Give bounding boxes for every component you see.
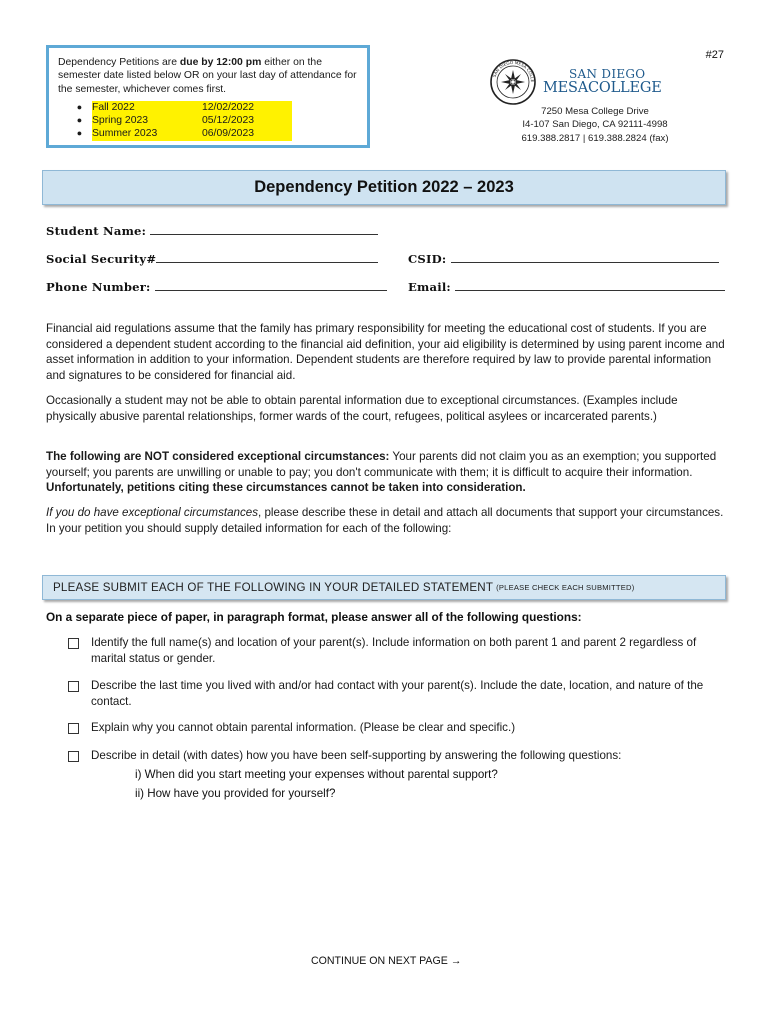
student-name-input-line[interactable] [150,223,378,235]
deadline-notice-box [46,45,370,148]
notice-due-time: due by 12:00 pm [179,57,262,68]
checkbox[interactable] [68,638,79,649]
bullet-icon: ● [73,101,86,114]
checklist-item-self-supporting [68,748,728,764]
deadline-date: 12/02/2022 [202,101,255,113]
submit-instructions-banner [42,575,726,600]
notice-intro: Dependency Petitions are [58,57,180,68]
ssn-field[interactable] [46,251,378,266]
deadline-date: 06/09/2023 [202,128,255,140]
deadline-term: Spring 2023 [92,115,149,127]
csid-input-line[interactable] [451,251,719,263]
not-exceptional-warning: Unfortunately, petitions citing these circumstances cannot be taken into consideration. [46,481,526,494]
deadline-term: Summer 2023 [92,128,158,140]
deadline-list [76,101,292,141]
checkbox[interactable] [68,723,79,734]
address-line: I4-107 San Diego, CA 92111-4998 [522,119,668,131]
checkbox[interactable] [68,681,79,692]
describe-details-lead: If you do have exceptional circumstances [46,506,259,519]
college-name-top: SAN DIEGO [569,67,646,81]
email-label: Email: [408,280,451,294]
paragraph-financial-aid-regulations: Financial aid regulations assume that the family has primary responsibility for meeting the educational cost of students. If you are considered a dependent student according to the financial aid definition, your aid eligibility is determined by using parent income and asset information in addition to your information. Dependent students are therefore required by law to provide parental information and signatures to be considered for financial aid. [46,322,725,382]
arrow-right-icon: → [450,955,462,967]
answer-instruction: On a separate piece of paper, in paragraph format, please answer all of the following questions: [46,610,582,624]
form-number: #27 [705,49,724,61]
csid-label: CSID: [408,252,447,266]
email-input-line[interactable] [455,279,725,291]
address-line: 7250 Mesa College Drive [541,106,649,117]
not-exceptional-text: Your parents did not claim you as an exemption; you supported yourself; you parents are unwilling or unable to pay; you don't communicate with them; it is difficult to acquire their information. [46,450,717,479]
subquestion-how-provided: ii) How have you provided for yourself? [135,787,336,800]
phone-field[interactable] [46,279,387,294]
checkbox[interactable] [68,751,79,762]
describe-details-text: , please describe these in detail and attach all documents that support your circumstances. In your petition you should supply detailed information for each of the following: [46,506,724,535]
checklist-item-why-unobtainable [68,720,728,736]
checklist-text: Explain why you cannot obtain parental information. (Please be clear and specific.) [91,721,516,734]
paragraph-exceptional-circumstances: Occasionally a student may not be able to obtain parental information due to exceptional circumstances. (Examples include physically abusive parental relationships, former wards of the court, refugees, political asylees or incarcerated parents.) [46,394,678,423]
continue-next-page [311,955,461,967]
college-address [490,105,700,145]
email-field[interactable] [408,279,725,294]
ssn-label: Social Security# [46,252,157,266]
deadline-item-fall [76,101,292,114]
paragraph-describe-details [46,505,726,536]
college-name-bottom: MESACOLLEGE [543,80,662,96]
deadline-item-spring [76,114,292,127]
submit-note: (PLEASE CHECK EACH SUBMITTED) [496,583,635,592]
student-name-label: Student Name: [46,224,147,238]
checklist-text: Identify the full name(s) and location of your parent(s). Include information on both parent 1 and parent 2 regardless of marital status or gender. [91,636,697,665]
checklist-item-parent-info [68,635,728,666]
submit-label: PLEASE SUBMIT EACH OF THE FOLLOWING IN YOUR DETAILED STATEMENT [53,581,494,594]
phone-fax-line: 619.388.2817 | 619.388.2824 (fax) [521,132,669,144]
notice-intro-rest: either on the semester date listed below OR on your last day of attendance for the semester, whichever comes first. [58,57,357,95]
checklist-text: Describe the last time you lived with and/or had contact with your parent(s). Include the date, location, and nature of the contact. [91,679,704,708]
deadline-term: Fall 2022 [92,101,135,113]
bullet-icon: ● [73,127,86,140]
not-exceptional-heading: The following are NOT considered exceptional circumstances: [46,450,390,463]
subquestion-start-date: i) When did you start meeting your expenses without parental support? [135,768,498,781]
deadline-date: 05/12/2023 [202,115,255,127]
checklist-text: Describe in detail (with dates) how you have been self-supporting by answering the following questions: [91,749,622,762]
paragraph-not-exceptional [46,449,726,496]
continue-label: CONTINUE ON NEXT PAGE [311,955,448,967]
svg-text:SAN DIEGO MESA COLLEGE: SAN DIEGO MESA COLLE [491,59,536,83]
checklist-item-last-contact [68,678,728,709]
deadline-notice-text [58,56,358,96]
phone-label: Phone Number: [46,280,151,294]
student-name-field[interactable] [46,223,378,238]
ssn-input-line[interactable] [156,251,378,263]
deadline-item-summer [76,127,292,140]
college-logo [489,58,662,106]
phone-input-line[interactable] [155,279,387,291]
page-title: Dependency Petition 2022 – 2023 [42,170,726,205]
bullet-icon: ● [73,114,86,127]
csid-field[interactable] [408,251,719,266]
